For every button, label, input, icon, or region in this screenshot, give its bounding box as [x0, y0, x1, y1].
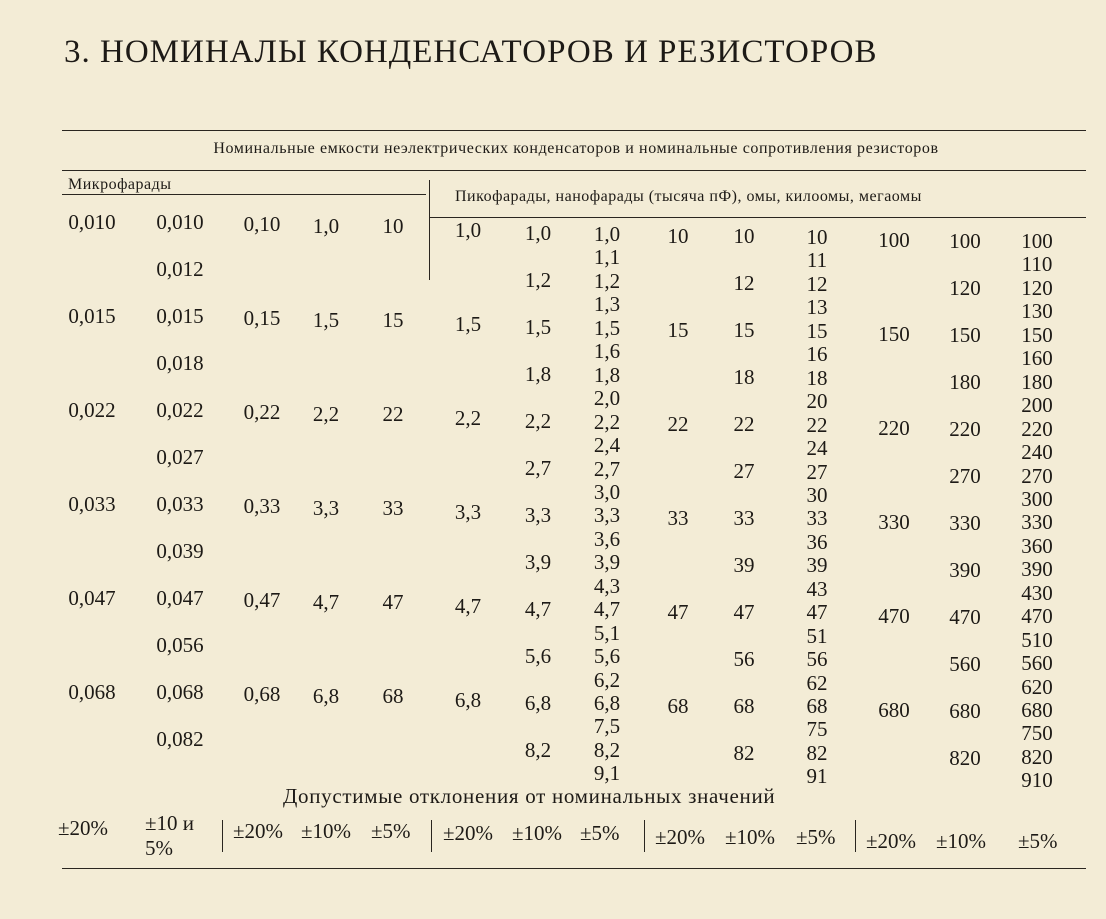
table-cell: 160 [1021, 346, 1053, 371]
table-cell: 180 [949, 370, 981, 394]
table-cell: 22 [667, 412, 689, 436]
table-cell: 560 [1021, 651, 1053, 676]
table-cell: 6,8 [524, 691, 552, 715]
table-cell: 470 [949, 605, 981, 629]
table-cell: 0,047 [68, 586, 116, 610]
table-cell: 36 [806, 529, 828, 554]
table-cell: 150 [949, 323, 981, 347]
table-cell: 82 [733, 741, 755, 765]
bottom-rule [62, 868, 1086, 869]
table-cell: 330 [1021, 510, 1053, 535]
tolerance-g5-5: ±5% [1018, 829, 1058, 853]
table-cell: 390 [1021, 557, 1053, 582]
table-cell: 56 [806, 647, 828, 672]
micro-header-rule [62, 194, 426, 195]
table-cell: 7,5 [593, 714, 621, 739]
table-cell: 10 [667, 224, 689, 248]
table-cell: 0,47 [243, 588, 281, 612]
table-cell: 0,027 [156, 445, 204, 469]
table-cell: 5,6 [524, 644, 552, 668]
table-cell: 4,7 [454, 594, 482, 618]
table-cell: 5,1 [593, 620, 621, 645]
table-cell: 3,3 [454, 500, 482, 524]
table-cell: 0,056 [156, 633, 204, 657]
table-cell: 9,1 [593, 761, 621, 786]
table-cell: 10 [806, 225, 828, 249]
tolerance-caption: Допустимые отклонения от номинальных значений [283, 784, 776, 808]
table-cell: 1,5 [312, 308, 340, 332]
table-cell: 5,6 [593, 644, 621, 669]
group-header-microfarads: Микрофарады [68, 176, 172, 193]
table-cell: 51 [806, 623, 828, 648]
tolerance-g5-20: ±20% [866, 829, 917, 853]
table-cell: 0,068 [68, 680, 116, 704]
table-cell: 330 [878, 510, 910, 534]
tolerance-g2-5: ±5% [371, 819, 411, 843]
table-cell: 47 [733, 600, 755, 624]
table-cell: 270 [949, 464, 981, 488]
table-cell: 15 [667, 318, 689, 342]
bar-2 [431, 820, 432, 852]
table-cell: 1,0 [593, 222, 621, 246]
table-cell: 150 [1021, 322, 1053, 347]
table-cell: 1,5 [524, 315, 552, 339]
table-cell: 22 [382, 402, 404, 426]
table-cell: 27 [806, 459, 828, 484]
table-cell: 100 [949, 229, 981, 253]
table-cell: 470 [1021, 604, 1053, 629]
table-cell: 200 [1021, 393, 1053, 418]
table-cell: 270 [1021, 463, 1053, 488]
table-cell: 2,2 [524, 409, 552, 433]
table-cell: 0,15 [243, 306, 281, 330]
table-cell: 22 [806, 412, 828, 437]
table-cell: 300 [1021, 486, 1053, 511]
table-cell: 18 [806, 365, 828, 390]
table-cell: 100 [878, 228, 910, 252]
table-cell: 15 [733, 318, 755, 342]
table-cell: 330 [949, 511, 981, 535]
table-cell: 680 [949, 699, 981, 723]
table-cell: 1,5 [593, 315, 621, 340]
table-cell: 0,022 [68, 398, 116, 422]
tolerance-g4-20: ±20% [655, 825, 706, 849]
table-cell: 820 [949, 746, 981, 770]
table-cell: 15 [382, 308, 404, 332]
tolerance-col1: ±20% [58, 816, 109, 840]
table-cell: 39 [733, 553, 755, 577]
tolerance-g2-10: ±10% [301, 819, 352, 843]
tolerance-g4-10: ±10% [725, 825, 776, 849]
table-cell: 47 [806, 600, 828, 625]
bar-3 [644, 820, 645, 852]
table-cell: 15 [806, 318, 828, 343]
table-cell: 6,8 [593, 691, 621, 715]
table-cell: 82 [806, 740, 828, 765]
table-cell: 0,068 [156, 680, 204, 704]
table-cell: 0,082 [156, 727, 204, 751]
table-cell: 0,22 [243, 400, 281, 424]
table-cell: 680 [878, 698, 910, 722]
table-cell: 220 [878, 416, 910, 440]
table-cell: 910 [1021, 768, 1053, 793]
table-cell: 2,7 [524, 456, 552, 480]
table-cell: 0,033 [68, 492, 116, 516]
table-cell: 2,7 [593, 456, 621, 481]
table-cell: 10 [382, 214, 404, 238]
tolerance-g2-20: ±20% [233, 819, 284, 843]
table-cell: 8,2 [593, 737, 621, 762]
group-header-picofarads: Пикофарады, нанофарады (тысяча пФ), омы, килоомы, мегаомы [455, 188, 922, 205]
table-cell: 1,0 [524, 221, 552, 245]
table-cell: 0,010 [68, 210, 116, 234]
table-cell: 390 [949, 558, 981, 582]
table-cell: 120 [949, 276, 981, 300]
table-cell: 68 [806, 694, 828, 718]
table-cell: 2,4 [593, 433, 621, 458]
table-cell: 68 [667, 694, 689, 718]
table-cell: 680 [1021, 698, 1053, 722]
table-cell: 470 [878, 604, 910, 628]
table-cell: 180 [1021, 369, 1053, 394]
table-cell: 33 [667, 506, 689, 530]
table-cell: 4,7 [312, 590, 340, 614]
table-cell: 18 [733, 365, 755, 389]
table-cell: 91 [806, 764, 828, 789]
table-cell: 47 [382, 590, 404, 614]
table-cell: 68 [733, 694, 755, 718]
table-cell: 1,3 [593, 292, 621, 317]
table-cell: 4,7 [524, 597, 552, 621]
table-cell: 1,2 [593, 268, 621, 293]
table-cell: 1,0 [312, 214, 340, 238]
table-cell: 3,3 [524, 503, 552, 527]
table-cell: 0,68 [243, 682, 281, 706]
pico-header-rule [430, 217, 1086, 218]
table-cell: 1,6 [593, 339, 621, 364]
bar-1 [222, 820, 223, 852]
table-cell: 39 [806, 553, 828, 578]
table-cell: 0,033 [156, 492, 204, 516]
group-divider [429, 180, 430, 280]
table-cell: 2,2 [454, 406, 482, 430]
table-cell: 68 [382, 684, 404, 708]
table-cell: 3,3 [312, 496, 340, 520]
table-cell: 27 [733, 459, 755, 483]
tolerance-col2: ±10 и [145, 811, 195, 835]
table-cell: 0,015 [156, 304, 204, 328]
tolerance-col2-cont: 5% [145, 836, 173, 860]
table-cell: 75 [806, 717, 828, 742]
table-cell: 8,2 [524, 738, 552, 762]
table-cell: 560 [949, 652, 981, 676]
table-cell: 0,047 [156, 586, 204, 610]
table-cell: 56 [733, 647, 755, 671]
table-cell: 130 [1021, 299, 1053, 324]
table-cell: 0,015 [68, 304, 116, 328]
table-cell: 100 [1021, 229, 1053, 253]
table-cell: 30 [806, 482, 828, 507]
table-caption: Номинальные емкости неэлектрических конденсаторов и номинальные сопротивления резисторов [213, 140, 939, 157]
table-cell: 120 [1021, 275, 1053, 300]
table-cell: 1,1 [593, 245, 621, 270]
table-cell: 620 [1021, 674, 1053, 699]
table-cell: 33 [733, 506, 755, 530]
page-title: 3. НОМИНАЛЫ КОНДЕНСАТОРОВ И РЕЗИСТОРОВ [64, 34, 878, 70]
table-cell: 220 [1021, 416, 1053, 441]
tolerance-g3-5: ±5% [580, 821, 620, 845]
table-cell: 3,6 [593, 526, 621, 551]
table-cell: 360 [1021, 533, 1053, 558]
table-cell: 11 [806, 248, 828, 273]
table-cell: 6,8 [454, 688, 482, 712]
table-cell: 510 [1021, 627, 1053, 652]
table-cell: 240 [1021, 440, 1053, 465]
table-cell: 3,3 [593, 503, 621, 528]
table-cell: 13 [806, 295, 828, 320]
table-cell: 43 [806, 576, 828, 601]
table-cell: 20 [806, 389, 828, 414]
bar-4 [855, 820, 856, 852]
table-cell: 0,33 [243, 494, 281, 518]
table-cell: 1,5 [454, 312, 482, 336]
tolerance-g4-5: ±5% [796, 825, 836, 849]
table-cell: 2,0 [593, 386, 621, 411]
table-cell: 2,2 [312, 402, 340, 426]
table-cell: 0,022 [156, 398, 204, 422]
table-cell: 1,0 [454, 218, 482, 242]
top-rule [62, 130, 1086, 131]
table-cell: 47 [667, 600, 689, 624]
table-cell: 820 [1021, 744, 1053, 769]
table-cell: 1,8 [593, 362, 621, 387]
table-cell: 0,039 [156, 539, 204, 563]
table-cell: 33 [806, 506, 828, 531]
table-cell: 2,2 [593, 409, 621, 434]
table-cell: 750 [1021, 721, 1053, 746]
table-cell: 110 [1021, 252, 1053, 277]
table-cell: 0,012 [156, 257, 204, 281]
table-cell: 16 [806, 342, 828, 367]
table-cell: 24 [806, 436, 828, 461]
caption-rule [62, 170, 1086, 171]
table-cell: 0,10 [243, 212, 281, 236]
table-cell: 22 [733, 412, 755, 436]
table-cell: 3,0 [593, 479, 621, 504]
table-cell: 220 [949, 417, 981, 441]
table-cell: 0,018 [156, 351, 204, 375]
table-cell: 33 [382, 496, 404, 520]
tolerance-g5-10: ±10% [936, 829, 987, 853]
table-cell: 10 [733, 224, 755, 248]
table-cell: 6,2 [593, 667, 621, 692]
table-cell: 1,2 [524, 268, 552, 292]
table-cell: 12 [806, 271, 828, 296]
tolerance-g3-20: ±20% [443, 821, 494, 845]
table-cell: 12 [733, 271, 755, 295]
table-cell: 0,010 [156, 210, 204, 234]
table-cell: 4,7 [593, 597, 621, 622]
table-cell: 4,3 [593, 573, 621, 598]
table-cell: 6,8 [312, 684, 340, 708]
table-cell: 3,9 [524, 550, 552, 574]
table-cell: 1,8 [524, 362, 552, 386]
table-cell: 150 [878, 322, 910, 346]
table-cell: 62 [806, 670, 828, 695]
table-cell: 430 [1021, 580, 1053, 605]
tolerance-g3-10: ±10% [512, 821, 563, 845]
table-cell: 3,9 [593, 550, 621, 575]
